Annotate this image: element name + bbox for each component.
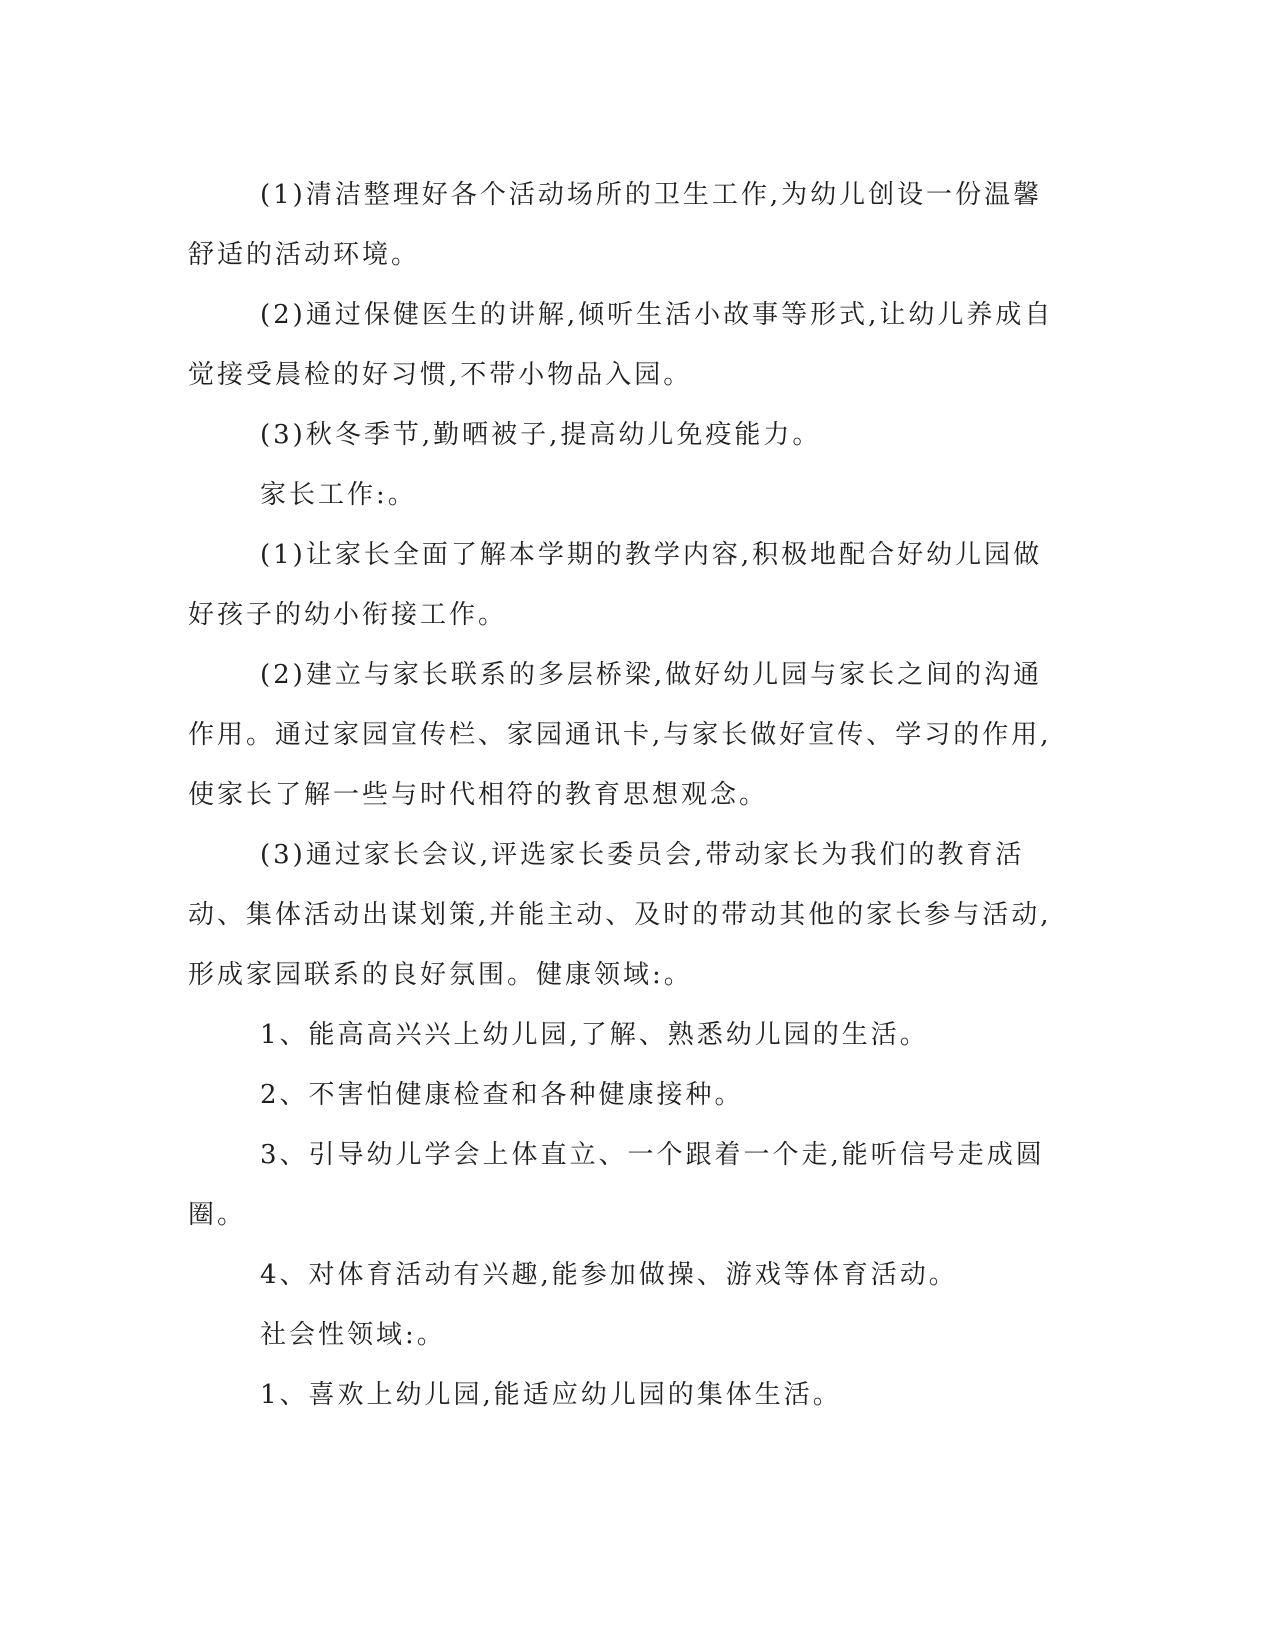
paragraph-hygiene-3: (3)秋冬季节,勤晒被子,提高幼儿免疫能力。 <box>260 420 822 450</box>
paragraph-parent-1: (1)让家长全面了解本学期的教学内容,积极地配合好幼儿园做好孩子的幼小衔接工作。 <box>188 540 1043 630</box>
paragraph-health-2: 2、不害怕健康检查和各种健康接种。 <box>260 1080 744 1110</box>
paragraph-hygiene-1: (1)清洁整理好各个活动场所的卫生工作,为幼儿创设一份温馨舒适的活动环境。 <box>188 180 1043 270</box>
section-heading-parent-work: 家长工作:。 <box>260 480 417 510</box>
paragraph-health-3: 3、引导幼儿学会上体直立、一个跟着一个走,能听信号走成圆圈。 <box>188 1140 1045 1230</box>
document-body <box>188 165 1068 1425</box>
paragraph-parent-2: (2)建立与家长联系的多层桥梁,做好幼儿园与家长之间的沟通作用。通过家园宣传栏、家园通讯卡,与家长做好宣传、学习的作用,使家长了解一些与时代相符的教育思想观念。 <box>188 660 1052 810</box>
section-heading-social: 社会性领域:。 <box>260 1320 446 1350</box>
paragraph-parent-3: (3)通过家长会议,评选家长委员会,带动家长为我们的教育活动、集体活动出谋划策,并能主动、及时的带动其他的家长参与活动,形成家园联系的良好氛围。健康领域:。 <box>188 840 1052 990</box>
paragraph-health-1: 1、能高高兴兴上幼儿园,了解、熟悉幼儿园的生活。 <box>260 1020 929 1050</box>
paragraph-health-4: 4、对体育活动有兴趣,能参加做操、游戏等体育活动。 <box>260 1260 958 1290</box>
paragraph-social-1: 1、喜欢上幼儿园,能适应幼儿园的集体生活。 <box>260 1380 842 1410</box>
paragraph-hygiene-2: (2)通过保健医生的讲解,倾听生活小故事等形式,让幼儿养成自觉接受晨检的好习惯,不带小物品入园。 <box>188 300 1054 390</box>
